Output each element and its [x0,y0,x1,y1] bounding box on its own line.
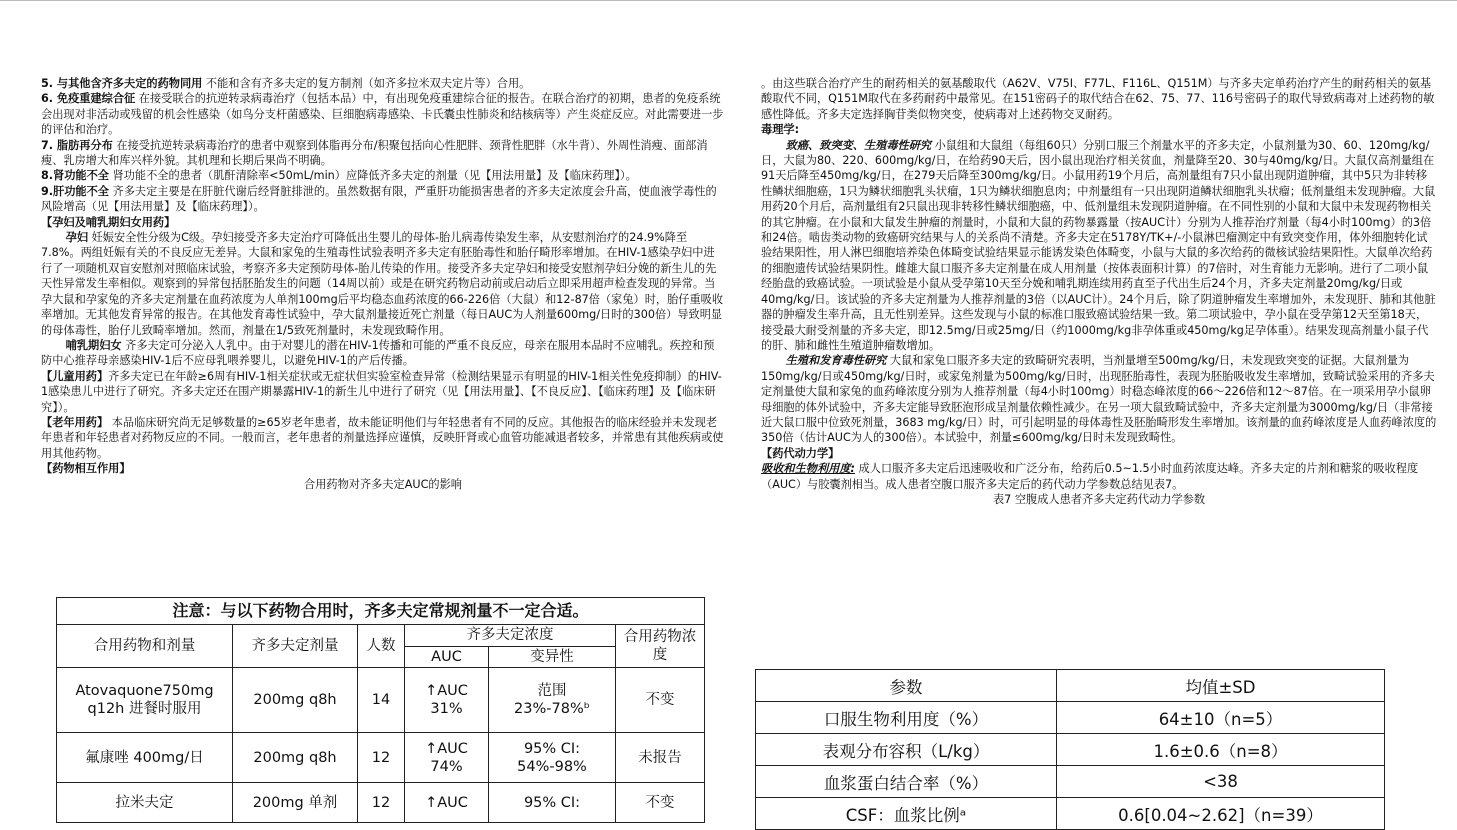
cell-parameter: CSF：血浆比例ᵃ [756,798,1057,830]
paragraph-carcinogenicity [761,138,1437,354]
cell-parameter: 表观分布容积（L/kg） [756,734,1057,766]
table-row [57,783,705,823]
paragraph-renal-impairment [41,168,725,183]
text-fat-redistribution: 在接受抗逆转录病毒治疗的患者中观察到体脂再分布/积聚包括向心性肥胖、颈背性肥胖（水牛背）、外周性消瘦、面部消瘦、乳房增大和库兴样外貌。其机理和长期后果尚不明确。 [41,138,708,168]
heading-pediatric: 【儿童用药】 [41,369,109,383]
paragraph-immune-reconstitution [41,91,725,137]
header-variability: 变异性 [489,646,616,668]
text-combination-products: 不能和含有齐多夫定的复方制剂（如齐多拉米双夫定片等）合用。 [202,77,531,90]
cell-mean-sd: 1.6±0.6（n=8） [1057,734,1385,766]
header-mean-sd: 均值±SD [1057,670,1385,702]
text-geriatric: 本品临床研究尚无足够数量的≥65岁老年患者，故未能证明他们与年轻患者有不同的反应。其他报告的临床经验并未发现老年患者和年轻患者对药物反应的不同。一般而言，老年患者的剂量选择应谨慎，反映肝肾或心血管功能减退者较多，并常患有其他疾病或使用其他药物。 [41,415,724,460]
cell-dose: 200mg 单剂 [233,783,358,823]
section-title-interactions: 【药物相互作用】 [41,462,131,476]
table-header-row [756,670,1385,702]
paragraph-lactation [41,338,725,369]
cell-dose: 200mg q8h [233,668,358,733]
text-immune-reconstitution: 在接受联合的抗逆转录病毒治疗（包括本品）中，有出现免疫重建综合征的报告。在联合治疗的初期，患者的免疫系统会出现对非活动或残留的机会性感染（如鸟分支杆菌感染、巨细胞病毒感染、卡氏囊虫性肺炎和结核病等）产生炎症反应。对此需要进一步的评估和治疗。 [41,92,724,137]
text-lactation: 齐多夫定可分泌入人乳中。由于对婴儿的潜在HIV-1传播和可能的严重不良反应，母亲在服用本品时不应哺乳。疾控和预防中心推荐母亲感染HIV-1后不应母乳喂养婴儿，以避免HIV-1的产后传播。 [41,338,715,368]
section-title-toxicology: 毒理学: [761,123,800,137]
header-drug: 合用药物和剂量 [57,625,233,668]
table-row [756,702,1385,734]
cell-codrug: 未报告 [616,733,705,783]
text-hepatic-impairment: 齐多夫定主要是在肝脏代谢后经肾脏排泄的。虽然数据有限，严重肝功能损害患者的齐多夫定浓度会升高，使血液学毒性的风险增高（见【用法用量】及【临床药理】）。 [41,184,717,214]
cell-auc: ↑AUC [405,783,489,823]
left-column [41,76,725,492]
header-auc: AUC [405,646,489,668]
cell-mean-sd: 0.6[0.04~2.62]（n=39） [1057,798,1385,830]
table-row [57,733,705,783]
cell-dose: 200mg q8h [233,733,358,783]
cell-parameter: 口服生物利用度（%） [756,702,1057,734]
page-top-border [0,0,1457,1]
paragraph-resistance: 。由这些联合治疗产生的耐药相关的氨基酸取代（A62V、V75I、F77L、F116L、Q151M）与齐多夫定单药治疗产生的耐药相关的氨基酸取代不同，Q151M取代在多药耐药中最常见。在151密码子的取代结合在62、75、77、116号密码子的取代导致病毒对上述药物的敏感性降低。齐多夫定选择胸苷类似物突变，使病毒对上述药物交叉耐药。 [761,77,1435,121]
heading-immune-reconstitution: 6. 免疫重建综合征 [41,92,136,106]
heading-hepatic-impairment: 9.肝功能不全 [41,184,109,198]
heading-fat-redistribution: 7. 脂肪再分布 [41,138,113,152]
text-renal-impairment: 肾功能不全的患者（肌酐清除率<50mL/min）应降低齐多夫定的剂量（见【用法用量】及【临床药理】）。 [108,169,637,183]
paragraph-fat-redistribution [41,138,725,169]
heading-lactation: 哺乳期妇女 [65,338,122,352]
cell-mean-sd: <38 [1057,766,1385,798]
pk-parameter-table [755,669,1385,830]
cell-variability: 95% CI: 54%-98% [489,733,616,783]
paragraph-pediatric [41,369,725,415]
table7-caption: 表7 空腹成人患者齐多夫定药代动力学参数 [992,492,1206,506]
heading-absorption: 吸收和生物利用度: [761,462,855,476]
header-codrug: 合用药物浓度 [616,625,705,668]
cell-codrug: 不变 [616,668,705,733]
section-title-pharmacokinetics: 【药代动力学】 [761,446,840,460]
table1-caption: 合用药物对齐多夫定AUC的影响 [304,477,462,491]
table-row [756,766,1385,798]
table-row [756,798,1385,830]
cell-n: 12 [358,733,405,783]
paragraph-hepatic-impairment [41,184,725,215]
table-banner: 注意：与以下药物合用时，齐多夫定常规剂量不一定合适。 [57,598,705,625]
cell-drug: 氟康唑 400mg/日 [57,733,233,783]
cell-n: 14 [358,668,405,733]
text-absorption: 成人口服齐多夫定后迅速吸收和广泛分布，给药后0.5~1.5小时血药浓度达峰。齐多夫定的片剂和糖浆的吸收程度（AUC）与胶囊剂相当。成人患者空腹口服齐多夫定后的药代动力学参数总结见表7。 [761,462,1419,491]
heading-reproductive-toxicity: 生殖和发育毒性研究 [785,354,887,368]
cell-drug: Atovaquone750mg q12h 进餐时服用 [57,668,233,733]
heading-combination-products: 5. 与其他含齐多夫定的药物同用 [41,77,203,90]
text-reproductive-toxicity: 大鼠和家兔口服齐多夫定的致畸研究表明，当剂量增至500mg/kg/日，未发现致突变的证据。大鼠剂量为150mg/kg/日或450mg/kg/日时，或家兔剂量为500mg/kg/日时，出现胚胎毒性，表现为胚胎吸收发生率增加，致畸试验采用的齐多夫定剂量使大鼠和家兔的血药峰浓度分别为人推荐剂量（每4小时100mg）时稳态峰浓度的66～226倍和12～87倍。在一项采用孕小鼠卵母细胞的体外试验中，齐多夫定能导致胚泡形成呈剂量依赖性减少。在另一项大鼠致畸试验中，齐多夫定剂量为3000mg/kg/日（非常接近大鼠口服中位致死剂量，3683 mg/kg/日）时，可引起明显的母体毒性及胚胎畸形发生率增加。该剂量的血药峰浓度是人血药峰浓度的350倍（估计AUC为人的300倍）。本试验中，剂量≤600mg/kg/日时未发现致畸性。 [761,354,1437,445]
paragraph-pregnancy [41,230,725,338]
paragraph-combination-products [41,76,725,91]
cell-variability: 95% CI: [489,783,616,823]
table-header-row [57,625,705,647]
text-pregnancy: 妊娠安全性分级为C级。孕妇接受齐多夫定治疗可降低出生婴儿的母体-胎儿病毒传染发生率，从安慰剂治疗的24.9%降至7.8%。两组妊娠有关的不良反应无差异。大鼠和家兔的生殖毒性试验表明齐多夫定有胚胎毒性和胎仔畸形率增加。在HIV-1感染孕妇中进行了一项随机双盲安慰剂对照临床试验，考察齐多夫定预防母体-胎儿传染的作用。接受齐多夫定孕妇和接受安慰剂孕妇分娩的新生儿的先天性异常发生率相似。观察到的异常包括胚胎发生的问题（14周以前）或是在研究药物启动前或启动后立即采用超声检查发现的异常。当孕大鼠和孕家兔的齐多夫定剂量在血药浓度为人单剂100mg后平均稳态血药浓度的66-226倍（大鼠）和12-87倍（家兔）时，胎仔重吸收率增加。无其他发育异常的报告。在其他发育毒性试验中，孕大鼠剂量接近死亡剂量（每日AUC为人剂量600mg/日时的300倍）导致明显的母体毒性，胎仔儿致畸率增加。然而，剂量在1/5致死剂量时，未发现致畸作用。 [41,231,724,337]
cell-drug: 拉米夫定 [57,783,233,823]
cell-mean-sd: 64±10（n=5） [1057,702,1385,734]
paragraph-absorption [761,461,1437,492]
cell-variability: 范围 23%-78%ᵇ [489,668,616,733]
cell-auc: ↑AUC 31% [405,668,489,733]
table-row [57,668,705,733]
header-parameter: 参数 [756,670,1057,702]
header-n: 人数 [358,625,405,668]
heading-carcinogenicity: 致癌、致突变、生殖毒性研究 [785,138,932,152]
cell-parameter: 血浆蛋白结合率（%） [756,766,1057,798]
cell-n: 12 [358,783,405,823]
paragraph-geriatric [41,415,725,461]
heading-renal-impairment: 8.肾功能不全 [41,169,109,183]
cell-auc: ↑AUC 74% [405,733,489,783]
heading-geriatric: 【老年用药】 [41,415,109,429]
text-carcinogenicity: 小鼠组和大鼠组（每组60只）分别口服三个剂量水平的齐多夫定，小鼠剂量为30、60、120mg/kg/日，大鼠为80、220、600mg/kg/日，在给药90天后，因小鼠出现治疗相关贫血，剂量降至20、30与40mg/kg/日。大鼠仅高剂量组在91天后降至450mg/kg/日，在279天后降至300mg/kg/日。小鼠用药19个月后，高剂量组有7只小鼠出现阴道肿瘤，其中5只为非转移性鳞状细胞癌，1只为鳞状细胞乳头状瘤，1只为鳞状细胞息肉；中剂量组有一只出现阴道鳞状细胞乳头状瘤；低剂量组未发现肿瘤。大鼠用药20个月后，高剂量组有2只鼠出现非转移性鳞状细胞癌，中、低剂量组未发现阴道肿瘤。在不同性别的小鼠和大鼠中未发现药物相关的其它肿瘤。在小鼠和大鼠发生肿瘤的剂量时，小鼠和大鼠的药物暴露量（按AUC计）分别为人推荐治疗剂量（每4小时100mg）的3倍和24倍。啮齿类动物的致癌研究结果与人的关系尚不清楚。齐多夫定在5178Y/TK+/-小鼠淋巴瘤测定中有致突变作用，体外细胞转化试验结果阳性，用人淋巴细胞培养染色体畸变试验结果显示能诱发染色体畸变，小鼠与大鼠的多次给药的微核试验结果阳性。大鼠单次给药的细胞遗传试验结果阴性。雌雄大鼠口服齐多夫定剂量在成人用剂量（按体表面积计算）的7倍时，对生育能力无影响。进行了二项小鼠经胎盘的致癌试验。一项试验是小鼠从受孕第10天至分娩和哺乳期连续用药直至子代出生后24个月，齐多夫定剂量20mg/kg/日或40mg/kg/日。该试验的齐多夫定剂量为人推荐剂量的3倍（以AUC计）。24个月后，除了阴道肿瘤发生率增加外，未发现肝、肺和其他脏器的肿瘤发生率升高，且无性别差异。这些发现与小鼠的标准口服致癌试验结果一致。第二项试验中，孕小鼠在受孕第12天至第18天，接受最大耐受剂量的齐多夫定，即12.5mg/日或25mg/日（约1000mg/kg非孕体重或450mg/kg足孕体重）。结果发现高剂量小鼠子代的肝、肺和雌性生殖道肿瘤数增加。 [761,138,1436,352]
right-column [761,76,1437,507]
cell-codrug: 不变 [616,783,705,823]
interaction-table [56,597,705,823]
text-pediatric: 齐多夫定已在年龄≥6周有HIV-1相关症状或无症状但实验室检查异常（检测结果显示有明显的HIV-1相关性免疫抑制）的HIV-1感染患儿中进行了研究。齐多夫定还在围产期暴露HIV-1的新生儿中进行了研究（见【用法用量】、【不良反应】、【临床药理】及【临床研究】）。 [41,369,722,414]
header-concentration: 齐多夫定浓度 [405,625,616,647]
table-row [756,734,1385,766]
paragraph-reproductive-toxicity [761,353,1437,445]
table-banner-row [57,598,705,625]
heading-pregnancy: 孕妇 [65,231,89,245]
header-dose: 齐多夫定剂量 [233,625,358,668]
section-title-pregnancy: 【孕妇及哺乳期妇女用药】 [41,215,176,229]
